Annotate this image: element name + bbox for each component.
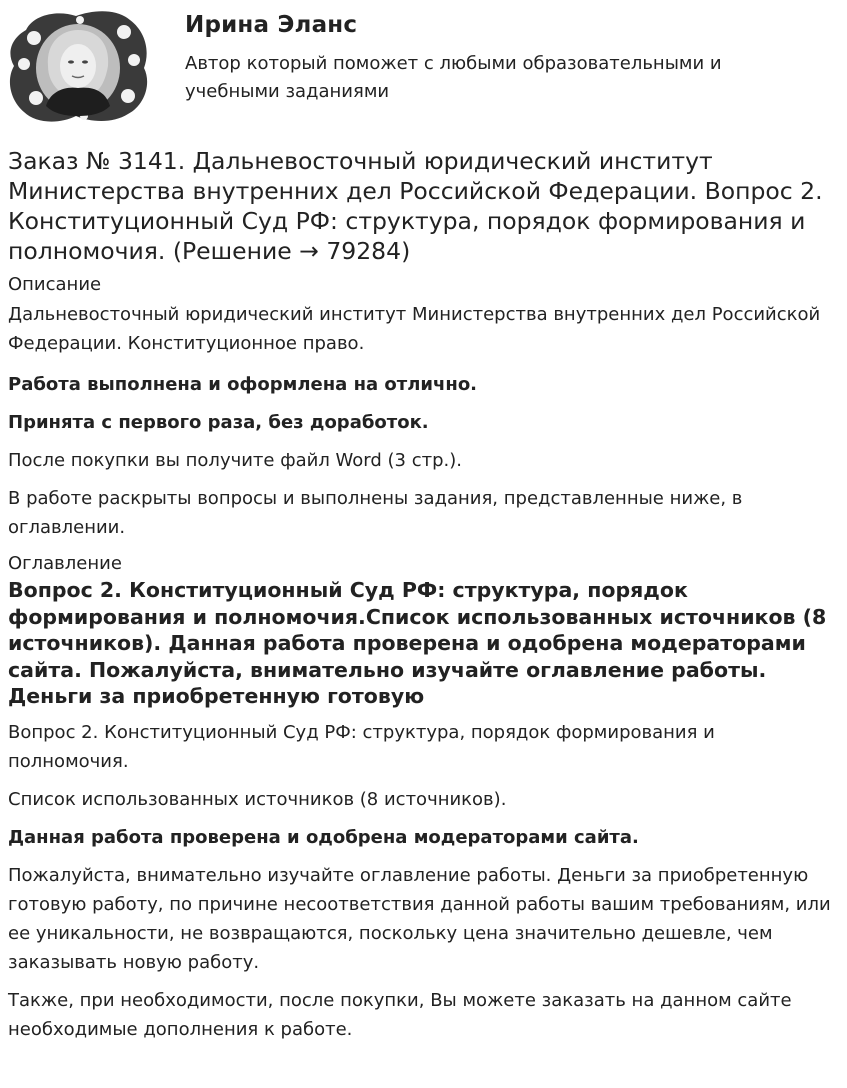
addition-note: Также, при необходимости, после покупки, Вы можете заказать на данном сайте необходимые дополнения к работе. [8,989,792,1040]
toc-item-sources: Список использованных источников (8 источников). [8,788,507,810]
contents-note: В работе раскрыты вопросы и выполнены задания, представленные ниже, в оглавлении. [8,488,743,538]
order-title: Заказ № 3141. Дальневосточный юридический институт Министерства внутренних дел Российской Федерации. Вопрос 2. Конституционный Суд РФ: структура, порядок формирования и полномочия. (Решение → 79284) [8,147,823,265]
file-info: После покупки вы получите файл Word (3 стр.). [8,450,463,471]
description-label: Описание [8,274,102,295]
refund-warning: Пожалуйста, внимательно изучайте оглавление работы. Деньги за приобретенную готовую работу, по причине несоответствия данной работы вашим требованиям, или ее уникальности, не возвращаются, поскольку цена значительно дешевле, чем заказывать новую работу. [8,864,831,973]
author-tagline: Автор который поможет с любыми образовательными и учебными заданиями [185,53,722,102]
verified-note: Данная работа проверена и одобрена модераторами сайта. [8,826,639,848]
author-header [0,0,847,130]
toc-item-question: Вопрос 2. Конституционный Суд РФ: структура, порядок формирования и полномочия. [8,721,715,772]
author-name[interactable]: Ирина Эланс [185,12,358,38]
accepted-note: Принята с первого раза, без доработок. [8,412,429,433]
toc-heading: Вопрос 2. Конституционный Суд РФ: структура, порядок формирования и полномочия.Список использованных источников (8 источников). Данная работа проверена и одобрена модераторами сайта. Пожалуйста, внимательно изучайте оглавление работы. Деньги за приобретенную готовую [8,578,827,708]
avatar [6,8,152,126]
toc-label: Оглавление [8,553,122,574]
order-content [8,146,838,1053]
description-text: Дальневосточный юридический институт Министерства внутренних дел Российской Федерации. Конституционное право. [8,304,821,354]
quality-note: Работа выполнена и оформлена на отлично. [8,374,478,395]
avatar-image [6,8,152,126]
